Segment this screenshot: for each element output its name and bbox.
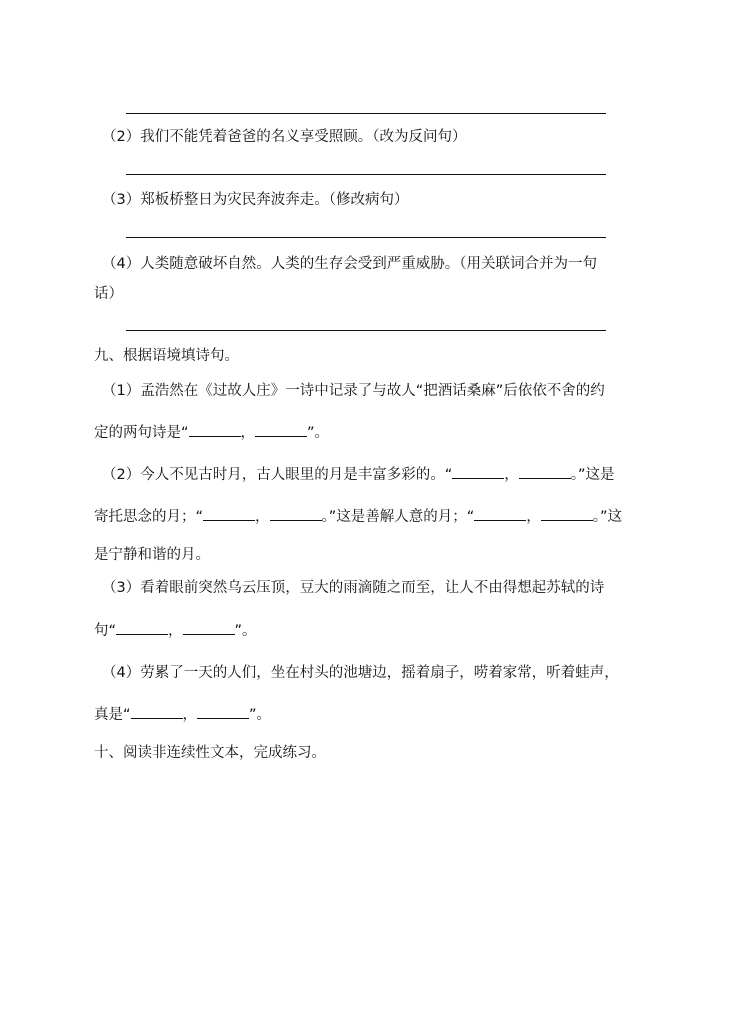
question-8-3: （3）郑板桥整日为灾民奔波奔走。（修改病句） (102, 192, 409, 208)
fill-blank[interactable] (203, 507, 255, 521)
fill-blank[interactable] (183, 621, 235, 635)
question-9-2-line1: （2）今人不见古时月，古人眼里的月是丰富多彩的。“ ， 。”这是 (102, 467, 615, 483)
fill-blank[interactable] (197, 705, 249, 719)
question-8-4-line2: 话） (94, 286, 123, 302)
question-9-3-line1: （3）看着眼前突然乌云压顶，豆大的雨滴随之而至，让人不由得想起苏轼的诗 (102, 580, 605, 596)
question-9-3-line2: 句“ ， ”。 (94, 623, 257, 639)
fill-blank[interactable] (452, 465, 504, 479)
question-9-4-line1: （4）劳累了一天的人们，坐在村头的池塘边，摇着扇子，唠着家常，听着蛙声， (102, 665, 619, 681)
fill-blank[interactable] (519, 465, 571, 479)
fill-blank[interactable] (255, 423, 307, 437)
fill-blank[interactable] (189, 423, 241, 437)
question-9-2-line3: 是宁静和谐的月。 (94, 547, 210, 563)
fill-blank[interactable] (116, 621, 168, 635)
question-8-4-line1: （4）人类随意破坏自然。人类的生存会受到严重威胁。（用关联词合并为一句 (102, 256, 597, 272)
question-8-2: （2）我们不能凭着爸爸的名义享受照顾。（改为反问句） (102, 129, 467, 145)
answer-line[interactable] (126, 113, 606, 114)
question-9-1-line2: 定的两句诗是“ ， ”。 (94, 425, 330, 441)
fill-blank[interactable] (541, 507, 593, 521)
answer-line[interactable] (126, 237, 606, 238)
fill-blank[interactable] (131, 705, 183, 719)
question-9-2-line2: 寄托思念的月；“ ， 。”这是善解人意的月；“ ， 。”这 (94, 509, 623, 525)
fill-blank[interactable] (270, 507, 322, 521)
answer-line[interactable] (126, 330, 606, 331)
question-9-4-line2: 真是“ ， ”。 (94, 707, 272, 723)
section-10-heading: 十、阅读非连续性文本，完成练习。 (94, 745, 326, 761)
fill-blank[interactable] (474, 507, 526, 521)
section-9-heading: 九、根据语境填诗句。 (94, 348, 239, 364)
question-9-1-line1: （1）孟浩然在《过故人庄》一诗中记录了与故人“把酒话桑麻”后依依不舍的约 (102, 383, 605, 399)
answer-line[interactable] (126, 174, 606, 175)
